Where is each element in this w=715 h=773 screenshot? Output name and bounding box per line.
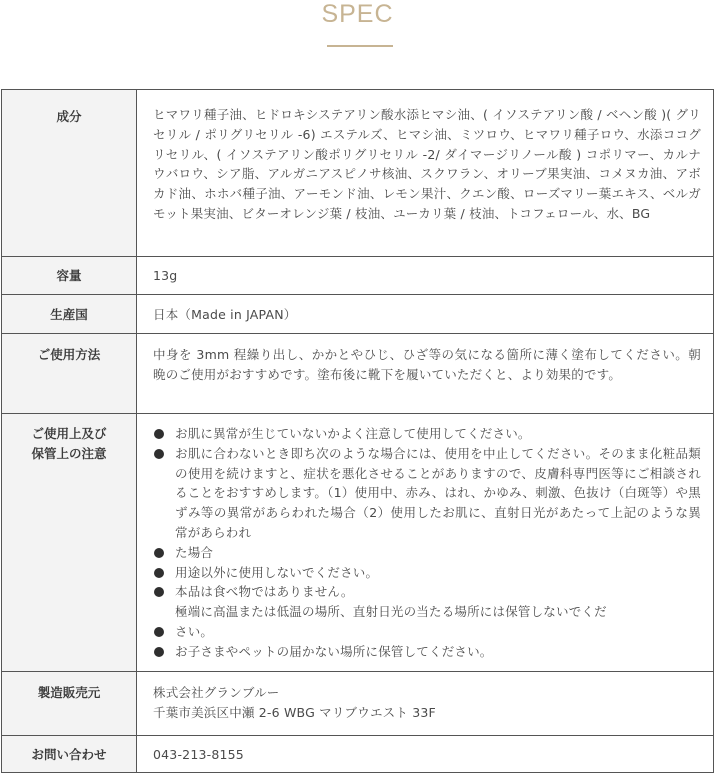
ingredients-value: ヒマワリ種子油、ヒドロキシステアリン酸水添ヒマシ油、( イソステアリン酸 / ベヘン酸 )( グリセリル / ポリグリセリル -6) エステルズ、ヒマシ油、ミツロウ、ヒマワリ種子ロウ、水添ココグリセリル、( イソステアリン酸ポリグリセリル -2/ ダイマージリノール酸 ) コポリマー、カルナウバロウ、シア脂、アルガニアスピノサ核油、スクワラン、オリーブ果実油、コメヌカ油、アボカド油、ホホバ種子油、アーモンド油、レモン果汁、クエン酸、ローズマリー葉エキス、ベルガモット果実油、ビターオレンジ葉 / 枝油、ユーカリ葉 / 枝油、トコフェロール、水、BG	[153, 107, 701, 221]
table-row-capacity	[2, 257, 714, 295]
table-row-ingredients	[2, 90, 714, 257]
value-cell	[137, 414, 714, 672]
bullet-icon	[154, 429, 164, 439]
usage-value: 中身を 3mm 程繰り出し、かかとやひじ、ひざ等の気になる箇所に薄く塗布してください。朝晩のご使用がおすすめです。塗布後に靴下を履いていただくと、より効果的です。	[153, 347, 701, 382]
cautions-label-line2: 保管上の注意	[31, 446, 107, 461]
list-item	[153, 563, 701, 583]
bullet-icon	[154, 587, 164, 597]
list-item	[153, 602, 701, 622]
bullet-icon	[154, 568, 164, 578]
manufacturer-label: 製造販売元	[37, 685, 101, 700]
spec-title: SPEC	[321, 0, 394, 28]
caution-text: 用途以外に使用しないでください。	[175, 564, 379, 580]
value-cell	[137, 90, 714, 257]
table-row-origin	[2, 295, 714, 334]
table-row-cautions	[2, 414, 714, 672]
cautions-list	[153, 414, 701, 662]
caution-text: 本品は食べ物ではありません。	[175, 584, 354, 600]
table-row-manufacturer	[2, 672, 714, 736]
caution-text: お肌に異常が生じていないかよく注意して使用してください。	[175, 426, 531, 441]
value-cell	[137, 295, 714, 334]
bullet-icon	[154, 548, 164, 558]
title-underline	[327, 45, 393, 47]
label-cell	[2, 90, 137, 257]
manufacturer-name: 株式会社グランブルー	[153, 685, 280, 700]
list-item	[153, 642, 701, 662]
value-cell	[137, 736, 714, 773]
list-item	[153, 543, 701, 563]
origin-label: 生産国	[50, 307, 88, 322]
capacity-label: 容量	[56, 268, 82, 283]
caution-text: お肌に合わないとき即ち次のような場合には、使用を中止してください。そのまま化粧品類の使用を続けますと、症状を悪化させることがありますので、皮膚科専門医等にご相談されることをおすすめします。（1）使用中、赤み、はれ、かゆみ、刺激、色抜け（白斑等）や黒ずみ等の異常があらわれた場合（2）使用したお肌に、直射日光があたって上記のような異常があらわれ	[175, 445, 701, 540]
ingredients-label: 成分	[56, 109, 82, 124]
label-cell	[2, 414, 137, 672]
label-cell	[2, 736, 137, 773]
label-cell	[2, 672, 137, 736]
contact-label: お問い合わせ	[31, 747, 107, 762]
spec-table	[1, 89, 714, 773]
caution-text: お子さまやペットの届かない場所に保管してください。	[175, 643, 493, 659]
list-item	[153, 444, 701, 543]
caution-text: た場合	[175, 544, 214, 560]
usage-label: ご使用方法	[37, 347, 101, 362]
contact-phone: 043-213-8155	[153, 747, 244, 762]
caution-text: さい。	[175, 623, 214, 639]
value-cell	[137, 672, 714, 736]
bullet-icon	[154, 449, 164, 459]
value-cell	[137, 334, 714, 414]
label-cell	[2, 257, 137, 295]
cautions-label-line1: ご使用上及び	[31, 426, 107, 441]
label-cell	[2, 295, 137, 334]
bullet-icon	[154, 627, 164, 637]
capacity-value: 13g	[153, 268, 178, 283]
list-item	[153, 622, 701, 642]
origin-value: 日本（Made in JAPAN）	[153, 307, 297, 322]
table-row-usage	[2, 334, 714, 414]
manufacturer-address: 千葉市美浜区中瀬 2-6 WBG マリブウエスト 33F	[153, 704, 436, 720]
caution-text: 極端に高温または低温の場所、直射日光の当たる場所には保管しないでくだ	[175, 604, 607, 620]
value-cell	[137, 257, 714, 295]
list-item	[153, 424, 701, 444]
bullet-icon	[154, 647, 164, 657]
table-row-contact	[2, 736, 714, 773]
label-cell	[2, 334, 137, 414]
list-item	[153, 582, 701, 602]
